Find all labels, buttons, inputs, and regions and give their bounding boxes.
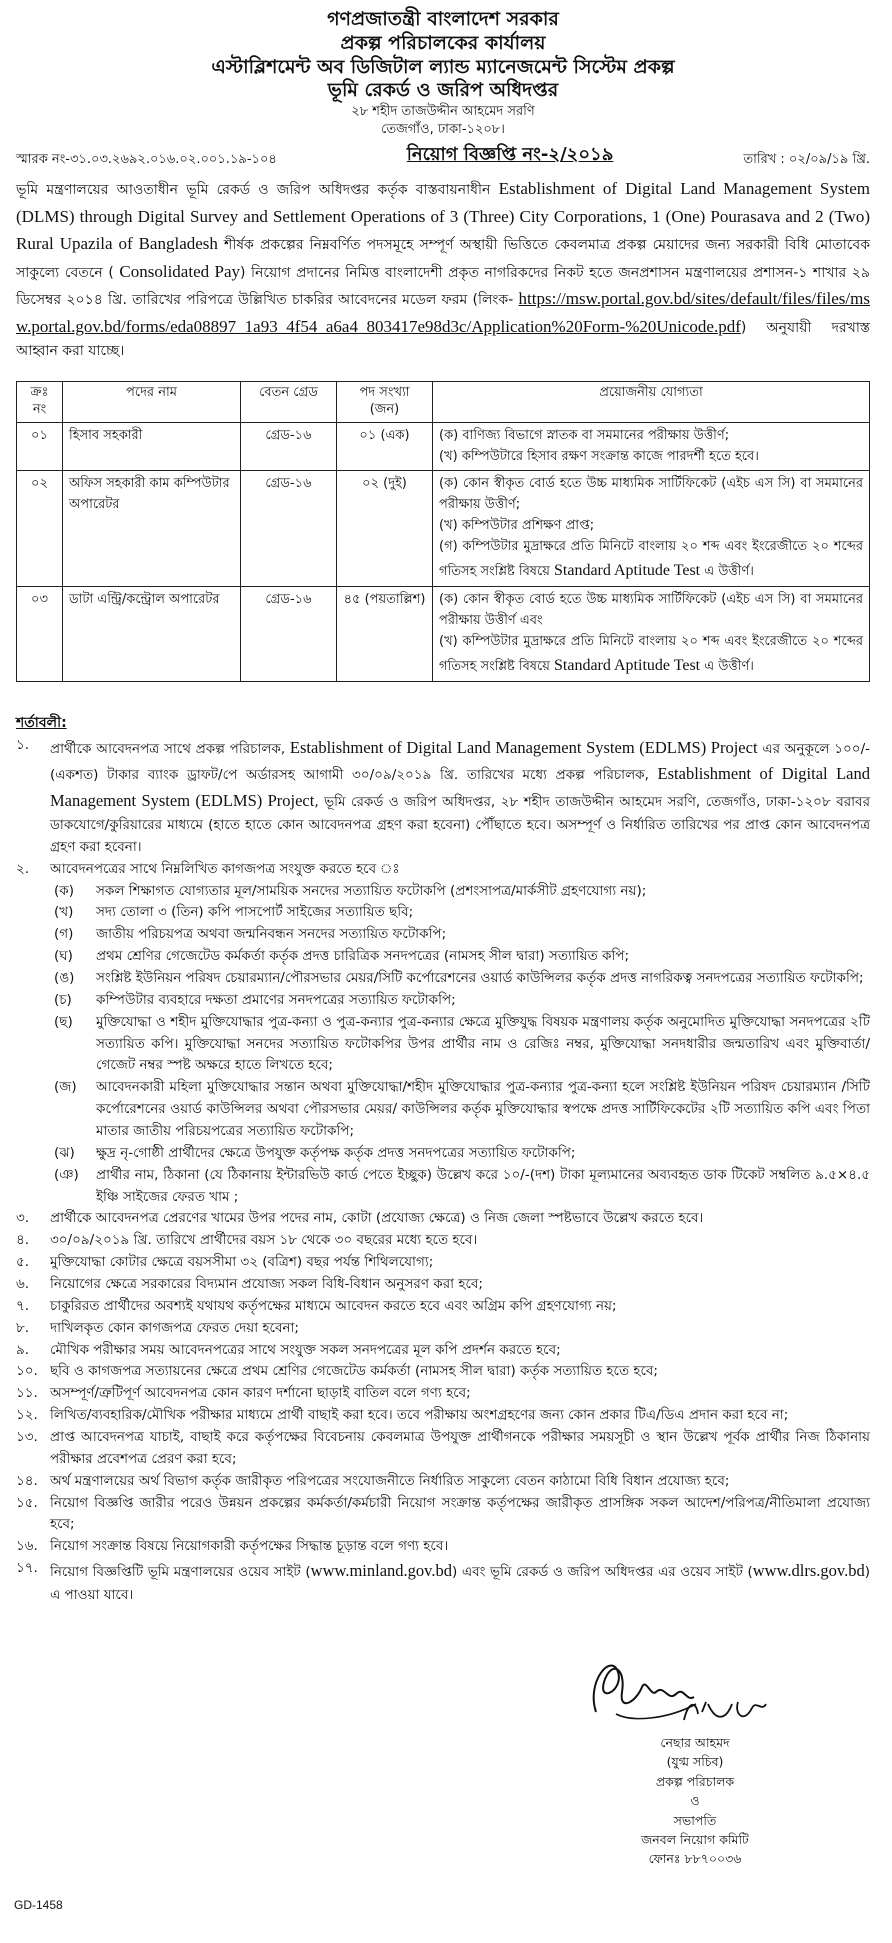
term-item [16,1558,870,1607]
department-title: ভূমি রেকর্ড ও জরিপ অধিদপ্তর [327,79,559,102]
term-text: নিয়োগ সংক্রান্ত বিষয়ে নিয়োগকারী কর্তৃপক্ষের সিদ্ধান্ত চূড়ান্ত বলে গণ্য হবে। [50,1538,449,1555]
terms-title: শর্তাবলী: [16,715,67,732]
document-list-item [16,990,870,1012]
term-item [16,735,870,859]
gd-code: GD-1458 [14,1898,63,1912]
office-title: প্রকল্প পরিচালকের কার্যালয় [340,31,546,54]
signatory-block [600,1733,790,1869]
term-item [16,859,870,881]
intro-text-4: ) অনুযায়ী দরখাস্ত আহ্বান করা যাচ্ছে। [16,319,870,360]
qualification-text: (খ) কম্পিউটার মুদ্রাক্ষরে প্রতি মিনিটে বাংলায় ২০ শব্দ এবং ইংরেজীতে ২০ শব্দের গতিসহ সংশ্লিষ্ট বিষয়ে [439,633,863,674]
cell-post: হিসাব সহকারী [63,422,241,471]
document-list-item [16,924,870,946]
term-number: ৬. [16,1275,30,1292]
term-text: আবেদনপত্রের সাথে নিম্নলিখিত কাগজপত্র সংযুক্ত করতে হবে ঃ [50,860,400,877]
term-number: ১৭. [16,1560,38,1577]
term-number: ১৫. [16,1494,38,1511]
signatory-conjunction: ও [690,1793,700,1809]
term-item [16,1427,870,1471]
term-text-c: ) এ পাওয়া যাবে। [50,1564,871,1603]
item-marker: (ছ) [54,1013,73,1030]
item-marker: (ক) [54,882,74,899]
qualification-item: (ক) কোন স্বীকৃত বোর্ড হতে উচ্চ মাধ্যমিক সার্টিফিকেট (এইচ এস সি) বা সমমানের পরীক্ষায় উত্তীর্ণ; [439,476,863,513]
memo-number: স্মারক নং-৩১.০৩.২৬৯২.০১৬.০২.০০১.১৯-১০৪ [16,152,277,168]
minland-website-link[interactable]: www.minland.gov.bd [310,1561,452,1581]
document-list-item [16,1077,870,1143]
term-item [16,1274,870,1296]
cell-qualification [433,422,870,471]
qualification-item: (খ) কম্পিউটার প্রশিক্ষণ প্রাপ্ত; [439,517,595,533]
term-number: ১৬. [16,1538,38,1555]
reference-row [16,140,870,171]
cell-grade: গ্রেড-১৬ [241,422,337,471]
term-text: প্রাপ্ত আবেদনপত্র যাচাই, বাছাই করে কর্তৃপক্ষের বিবেচনায় কেবলমাত্র উপযুক্ত প্রার্থীগনকে পরীক্ষার সময়সূচী ও স্থান উল্লেখ পূর্বক প্রার্থীর নিজ ঠিকানায় পরীক্ষার প্রবেশপত্র প্রেরণ করা হবে; [50,1428,870,1467]
qualification-text-end: এ উত্তীর্ণ। [700,658,754,674]
address-line-2: তেজগাঁও, ঢাকা-১২০৮। [381,121,505,137]
signatory-rank: (যুগ্ম সচিব) [666,1754,724,1770]
term-item [16,1471,870,1493]
term-item [16,1230,870,1252]
term-number: ৪. [16,1232,30,1249]
application-form-link[interactable]: https://msw.portal.gov.bd/sites/default/files/files/msw.portal.gov.bd/forms/eda08897_1a93_4f54_a6a4_803417e98d3c/Application%20Form-%20Unicode.pdf [16,289,870,336]
item-text: ক্ষুদ্র নৃ-গোষ্ঠী প্রার্থীদের ক্ষেত্রে উপযুক্ত কর্তৃপক্ষ কর্তৃক প্রদত্ত সনদপত্রের সত্যায়িত ফটোকপি; [96,1144,576,1161]
item-marker: (ঝ) [54,1144,75,1161]
document-list-item [16,1165,870,1209]
term-number: ১১. [16,1385,38,1402]
qualification-item: (ক) বাণিজ্য বিভাগে স্নাতক বা সমমানের পরীক্ষায় উত্তীর্ণ; [439,427,730,443]
intro-text-3: ) নিয়োগ প্রদানের নিমিত্ত বাংলাদেশী প্রকৃত নাগরিকদের নিকট হতে জনপ্রশাসন মন্ত্রণালয়ের প্রশাসন-১ শাখার ২৯ ডিসেম্বর ২০১৪ খ্রি. তারিখের পরিপত্রে উল্লিখিত চাকরির আবেদনের মডেল ফরম (লিংক- [16,264,870,309]
term-text-c: , ভূমি রেকর্ড ও জরিপ অধিদপ্তর, ২৮ শহীদ তাজউদ্দীন আহমেদ সরণি, তেজগাঁও, ঢাকা-১২০৮ বরাবর ডাকযোগে/কুরিয়ারের মাধ্যমে (হাতে হাতে কোন আবেদনপত্র গ্রহণ করা হবেনা) পৌঁছাতে হবে। অসম্পূর্ণ ও নির্ধারিত তারিখের পর প্রাপ্ত কোন আবেদনপত্র গ্রহণ করা হবেনা। [50,794,870,855]
col-grade: বেতন গ্রেড [241,381,337,422]
qualification-item: (খ) কম্পিউটারে হিসাব রক্ষণ সংক্রান্ত কাজে পারদর্শী হতে হবে। [439,448,759,464]
term-text-b: এর অনুকূলে ১০০/-(একশত) টাকার ব্যাংক ড্রাফট/পে অর্ডারসহ আগামী ৩০/০৯/২০১৯ খ্রি. তারিখের মধ্যে প্রকল্প পরিচালক, [50,740,870,784]
term-text-a: নিয়োগ বিজ্ঞপ্তিটি ভূমি মন্ত্রণালয়ের ওয়েব সাইট ( [50,1564,311,1581]
term-item [16,1318,870,1340]
term-text: ৩০/০৯/২০১৯ খ্রি. তারিখে প্রার্থীদের বয়স ১৮ থেকে ৩০ বছরের মধ্যে হতে হবে। [50,1232,478,1249]
term-text [50,735,870,859]
item-text: প্রার্থীর নাম, ঠিকানা (যে ঠিকানায় ইন্টারভিউ কার্ড পেতে ইচ্ছুক) উল্লেখ করে ১০/-(দশ) টাকা মূল্যমানের অব্যবহৃত ডাক টিকেট সম্বলিত ৯.৫×৪.৫ ইঞ্চি সাইজের ফেরত খাম ; [96,1166,870,1205]
edlms-project-en: Establishment of Digital Land Management System (EDLMS) Project [50,764,870,811]
col-qualification: প্রয়োজনীয় যোগ্যতা [433,381,870,422]
item-marker: (গ) [54,926,74,943]
term-number: ২. [16,860,30,877]
signatory-committee: জনবল নিয়োগ কমিটি [641,1831,749,1847]
document-list-item [16,902,870,924]
address-line-1: ২৮ শহীদ তাজউদ্দীন আহমেদ সরণি [351,104,535,119]
terms-list [16,1208,870,1558]
signatory-phone: ফোনঃ ৮৮৭০০৩৬ [648,1851,742,1867]
qualification-text-end: এ উত্তীর্ণ। [700,563,754,579]
dlrs-website-link[interactable]: www.dlrs.gov.bd [752,1561,865,1581]
term-number: ১০. [16,1363,38,1380]
qualification-text: (গ) কম্পিউটার মুদ্রাক্ষরে প্রতি মিনিটে বাংলায় ২০ শব্দ এবং ইংরেজীতে ২০ শব্দের গতিসহ সংশ্লিষ্ট বিষয়ে [439,538,863,579]
intro-text-1: ভূমি মন্ত্রণালয়ের আওতাধীন ভূমি রেকর্ড ও জরিপ অধিদপ্তর কর্তৃক বাস্তবায়নাধীন [16,182,499,199]
item-text: মুক্তিযোদ্ধা ও শহীদ মুক্তিযোদ্ধার পুত্র-কন্যা ও পুত্র-কন্যার পুত্র-কন্যার ক্ষেত্রে মুক্তিযুদ্ধ বিষয়ক মন্ত্রণালয় কর্তৃক অনুমোদিত মুক্তিযোদ্ধা সনদপত্রের ২টি সত্যায়িত কপি। মুক্তিযোদ্ধা সনদের সত্যায়িত ফটোকপির উপর প্রার্থীর নাম ও রেজিঃ নম্বর, মুক্তিযোদ্ধা সনদধারীর জন্মতারিখ এবং মুক্তিবার্তা/গেজেট নম্বর স্পষ্ট অক্ষরে হাতে লিখতে হবে; [96,1013,870,1074]
term-number: ১. [16,736,30,753]
signature-icon [556,1642,786,1738]
intro-paragraph [16,175,870,363]
letterhead [16,8,870,138]
term-text: মৌখিক পরীক্ষার সময় আবেদনপত্রের সাথে সংযুক্ত সকল সনদপত্রের মূল কপি প্রদর্শন করতে হবে; [50,1341,561,1358]
cell-grade: গ্রেড-১৬ [241,471,337,587]
term-item [16,1208,870,1230]
item-marker: (খ) [54,904,74,921]
qualification-item [439,632,863,678]
item-marker: (ঙ) [54,969,75,986]
qualification-item: (ক) কোন স্বীকৃত বোর্ড হতে উচ্চ মাধ্যমিক সার্টিফিকেট (এইচ এস সি) বা সমমানের পরীক্ষায় উত্তীর্ণ এবং [439,592,863,628]
term-text-a: প্রার্থীকে আবেদনপত্র সাথে প্রকল্প পরিচালক, [50,740,290,757]
term-number: ১৩. [16,1428,38,1445]
item-marker: (চ) [54,991,72,1008]
term-text-b: ) এবং ভূমি রেকর্ড ও জরিপ অধিদপ্তর এর ওয়েব সাইট ( [451,1564,753,1581]
aptitude-test-en: Standard Aptitude Test [554,561,701,579]
item-marker: (জ) [54,1079,77,1096]
table-row [17,471,870,587]
posts-table [16,381,870,682]
document-list [16,881,870,1209]
term-number: ১২. [16,1407,38,1424]
cell-post: অফিস সহকারী কাম কম্পিউটার অপারেটর [63,471,241,587]
item-text: আবেদনকারী মহিলা মুক্তিযোদ্ধার সন্তান অথবা মুক্তিযোদ্ধা/শহীদ মুক্তিযোদ্ধার পুত্র-কন্যার পুত্র-কন্যা হলে সংশ্লিষ্ট ইউনিয়ন পরিষদ চেয়ারম্যান /সিটি কর্পোরেশনের ওয়ার্ড কাউন্সিলর অথবা পৌরসভার মেয়র/ কাউন্সিলর কর্তৃক মুক্তিযোদ্ধার স্বপক্ষে প্রদত্ত সার্টিফিকেটের ২টি সত্যায়িত কপি এবং পিতা মাতার জাতীয় পরিচয়পত্রের সত্যায়িত ফটোকপি; [96,1079,870,1139]
notice-date: তারিখ : ০২/০৯/১৯ খ্রি. [743,152,870,168]
term-text: ছবি ও কাগজপত্র সত্যায়নের ক্ষেত্রে প্রথম শ্রেণির গেজেটেড কর্মকর্তা (নামসহ সীল দ্বারা) কর্তৃক সত্যায়িত হতে হবে; [50,1363,658,1380]
aptitude-test-en: Standard Aptitude Test [554,656,701,674]
term-text: মুক্তিযোদ্ধা কোটার ক্ষেত্রে বয়সসীমা ৩২ (বত্রিশ) বছর পর্যন্ত শিথিলযোগ্য; [50,1254,434,1271]
term-number: ১৪. [16,1472,38,1489]
term-text [50,1558,870,1607]
term-item [16,1536,870,1558]
cell-grade: গ্রেড-১৬ [241,587,337,682]
cell-count: ০১ (এক) [337,422,433,471]
col-count: পদ সংখ্যা (জন) [337,381,433,422]
table-row [17,422,870,471]
document-list-item [16,1143,870,1165]
term-number: ৭. [16,1297,30,1314]
cell-sl: ০২ [17,471,63,587]
project-name-en: Establishment of Digital Land Management System (DLMS) through Digital Survey and Settlement Operations of 3 (Three) City Corporations, 1 (One) Pourasava and 2 (Two) Rural Upazila of Bangladesh [16,179,870,254]
term-item [16,1296,870,1318]
item-text: সদ্য তোলা ৩ (তিন) কপি পাসপোর্ট সাইজের সত্যায়িত ছবি; [96,904,414,921]
cell-sl: ০৩ [17,587,63,682]
term-text: লিখিত/ব্যবহারিক/মৌখিক পরীক্ষার মাধ্যমে প্রার্থী বাছাই করা হবে। তবে পরীক্ষায় অংশগ্রহণের জন্য কোন প্রকার টিএ/ডিএ প্রদান করা হবে না; [50,1407,789,1424]
cell-count: ০২ (দুই) [337,471,433,587]
terms-section [16,712,870,1607]
term-text: নিয়োগ বিজ্ঞপ্তি জারীর পরেও উন্নয়ন প্রকল্পের কর্মকর্তা/কর্মচারী নিয়োগ সংক্রান্ত কর্তৃপক্ষের জারীকৃত প্রাসঙ্গিক সকল আদেশ/পরিপত্র/নীতিমালা প্রযোজ্য হবে; [50,1494,870,1533]
document-list-item [16,881,870,903]
term-item [16,1340,870,1362]
item-text: সংশ্লিষ্ট ইউনিয়ন পরিষদ চেয়ারম্যান/পৌরসভার মেয়র/সিটি কর্পোরেশনের ওয়ার্ড কাউন্সিলর কর্তৃক প্রদত্ত নাগরিকত্ব সনদপত্রের সত্যায়িত ফটোকপি; [96,969,864,986]
cell-qualification [433,471,870,587]
table-header-row [17,381,870,422]
signatory-role: প্রকল্প পরিচালক [655,1773,735,1789]
term-item [16,1361,870,1383]
qualification-item [439,537,863,583]
term-text: অসম্পূর্ণ/ত্রুটিপূর্ণ আবেদনপত্র কোন কারণ দর্শানো ছাড়াই বাতিল বলে গণ্য হবে; [50,1385,471,1402]
cell-qualification [433,587,870,682]
term-text: দাখিলকৃত কোন কাগজপত্র ফেরত দেয়া হবেনা; [50,1319,299,1336]
item-marker: (ঞ) [54,1166,79,1183]
intro-text-2: শীর্ষক প্রকল্পের নিম্নবর্ণিত পদসমূহে সম্পূর্ণ অস্থায়ী ভিত্তিতে কেবলমাত্র প্রকল্প মেয়াদের জন্য সরকারী বিধি মোতাবেক সাকুল্যে বেতনে ( [16,237,870,281]
item-text: প্রথম শ্রেণির গেজেটেড কর্মকর্তা কর্তৃক প্রদত্ত চারিত্রিক সনদপত্রের (নামসহ সীল দ্বারা) সত্যায়িত কপি; [96,948,630,965]
cell-sl: ০১ [17,422,63,471]
term-item [16,1383,870,1405]
edlms-project-en: Establishment of Digital Land Management System (EDLMS) Project [289,737,758,757]
term-number: ৩. [16,1210,30,1227]
signatory-role: সভাপতি [673,1812,717,1828]
signatory-name: নেছার আহমদ [660,1735,730,1750]
col-post: পদের নাম [63,381,241,422]
term-text: প্রার্থীকে আবেদনপত্র প্রেরণের খামের উপর পদের নাম, কোটা (প্রযোজ্য ক্ষেত্রে) ও নিজ জেলা স্পষ্টভাবে উল্লেখ করতে হবে। [50,1210,704,1227]
term-item [16,1405,870,1427]
notice-title: নিয়োগ বিজ্ঞপ্তি নং-২/২০১৯ [406,144,614,166]
item-text: জাতীয় পরিচয়পত্র অথবা জন্মনিবন্ধন সনদের সত্যায়িত ফটোকপি; [96,926,447,943]
item-marker: (ঘ) [54,948,73,965]
document-list-item [16,968,870,990]
item-text: সকল শিক্ষাগত যোগ্যতার মূল/সাময়িক সনদের সত্যায়িত ফটোকপি (প্রশংসাপত্র/মার্কসীট গ্রহণযোগ্য নয়); [96,882,647,899]
cell-post: ডাটা এন্ট্রি/কন্ট্রোল অপারেটর [63,587,241,682]
term-text: চাকুরিরত প্রার্থীদের অবশ্যই যথাযথ কর্তৃপক্ষের মাধ্যমে আবেদন করতে হবে এবং অগ্রিম কপি গ্রহণযোগ্য নয়; [50,1297,617,1314]
term-item [16,1252,870,1274]
term-number: ৮. [16,1319,30,1336]
document-list-item [16,1012,870,1078]
term-text: অর্থ মন্ত্রণালয়ের অর্থ বিভাগ কর্তৃক জারীকৃত পরিপত্রের সংযোজনীতে নির্ধারিত সাকুল্যে বেতন কাঠামো বিধি বিধান প্রযোজ্য হবে; [50,1472,730,1489]
term-number: ৫. [16,1254,30,1271]
handwritten-signature [556,1642,786,1738]
term-number: ৯. [16,1341,30,1358]
item-text: কম্পিউটার ব্যবহারে দক্ষতা প্রমাণের সনদপত্রের সত্যায়িত ফটোকপি; [96,991,456,1008]
consolidated-pay: Consolidated Pay [119,261,241,281]
document-list-item [16,946,870,968]
cell-count: ৪৫ (পয়তাল্লিশ) [337,587,433,682]
term-text: নিয়োগের ক্ষেত্রে সরকারের বিদ্যমান প্রযোজ্য সকল বিধি-বিধান অনুসরণ করা হবে; [50,1275,483,1292]
govt-title: গণপ্রজাতন্ত্রী বাংলাদেশ সরকার [327,8,559,30]
term-item [16,1493,870,1537]
table-row [17,587,870,682]
project-title: এস্টাব্লিশমেন্ট অব ডিজিটাল ল্যান্ড ম্যানেজমেন্ট সিস্টেম প্রকল্প [211,55,675,78]
col-sl: ক্রঃ নং [17,381,63,422]
